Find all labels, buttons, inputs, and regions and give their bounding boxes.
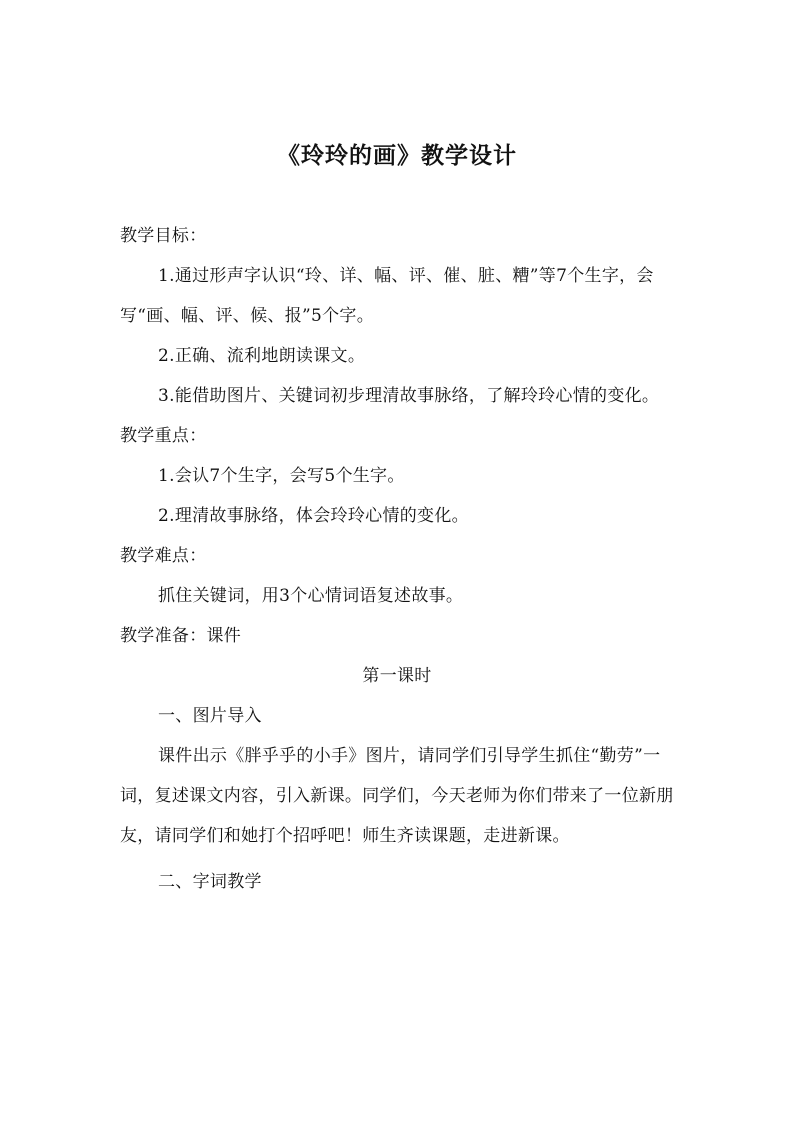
difficulties-heading: 教学难点： (120, 546, 207, 566)
objective-item: 1.通过形声字认识“玲、详、幅、评、催、脏、糟”等7个生字，会写“画、幅、评、候、报”5个字。 (120, 266, 654, 326)
preparation-line: 教学准备：课件 (120, 626, 242, 646)
section-body: 课件出示《胖乎乎的小手》图片，请同学们引导学生抓住“勤劳”一词，复述课文内容，引入新课。同学们，今天老师为你们带来了一位新朋友，请同学们和她打个招呼吧！师生齐读课题，走进新课。 (120, 746, 674, 846)
key-points-heading: 教学重点： (120, 426, 207, 446)
section-heading: 二、字词教学 (158, 872, 262, 892)
objective-item: 2.正确、流利地朗读课文。 (158, 346, 366, 366)
key-point-item: 2.理清故事脉络，体会玲玲心情的变化。 (158, 506, 469, 526)
section-heading: 一、图片导入 (158, 706, 262, 726)
document-title: 《玲玲的画》教学设计 (277, 142, 517, 169)
difficulty-item: 抓住关键词，用3个心情词语复述故事。 (158, 586, 464, 606)
key-point-item: 1.会认7个生字，会写5个生字。 (158, 466, 405, 486)
objective-item: 3.能借助图片、关键词初步理清故事脉络，了解玲玲心情的变化。 (158, 386, 660, 406)
lesson-heading: 第一课时 (362, 666, 432, 686)
objectives-heading: 教学目标： (120, 226, 207, 246)
